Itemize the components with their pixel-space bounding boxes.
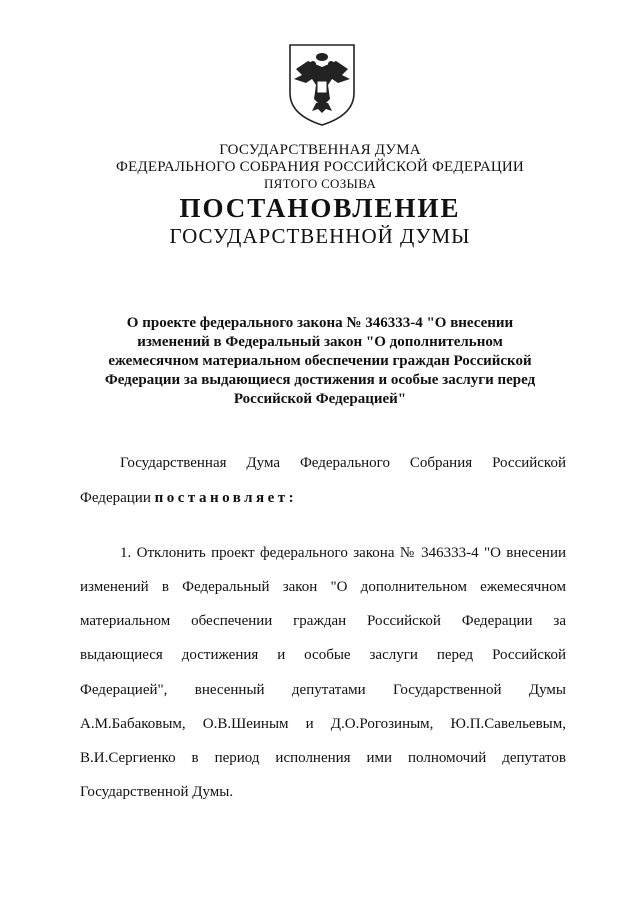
clause-line: материальном обеспечении граждан Российской Федерации за [80,613,566,629]
convocation: ПЯТОГО СОЗЫВА [263,176,377,191]
clause-line: В.И.Сергиенко в период исполнения ими полномочий депутатов [80,750,566,766]
parliament-name: ГОСУДАРСТВЕННАЯ ДУМА [219,142,421,158]
clause-line: А.М.Бабаковым, О.В.Шеиным и Д.О.Рогозиным, Ю.П.Савельевым, [80,716,566,732]
clause-line: выдающиеся достижения и особые заслуги перед Российской [80,647,566,663]
parliament-subtitle: ФЕДЕРАЛЬНОГО СОБРАНИЯ РОССИЙСКОЙ ФЕДЕРАЦИИ [116,159,524,175]
russian-emblem-icon [286,41,358,127]
clause-line: изменений в Федеральный закон "О дополнительном ежемесячном [80,579,566,595]
clause-line: Государственной Думы. [80,784,234,800]
preamble-text: Федерации [80,490,155,506]
document-title: ПОСТАНОВЛЕНИЕ [179,193,461,223]
subject-heading: О проекте федерального закона № 346333-4 "О внесении изменений в Федеральный закон "О дополнительном ежемесячном материальном обеспечении граждан Российской Федерации за выдающиеся достижения и особые заслуги перед Российской Федерацией" [104,315,536,407]
document-subtitle: ГОСУДАРСТВЕННОЙ ДУМЫ [169,224,471,248]
preamble-line [80,489,566,507]
clause-line: Федерацией", внесенный депутатами Государственной Думы [80,682,566,698]
preamble-line: Государственная Дума Федерального Собрания Российской [120,455,566,471]
clause-line: 1. Отклонить проект федерального закона № 346333-4 "О внесении [120,545,566,561]
resolves-word: постановляет: [154,490,298,506]
